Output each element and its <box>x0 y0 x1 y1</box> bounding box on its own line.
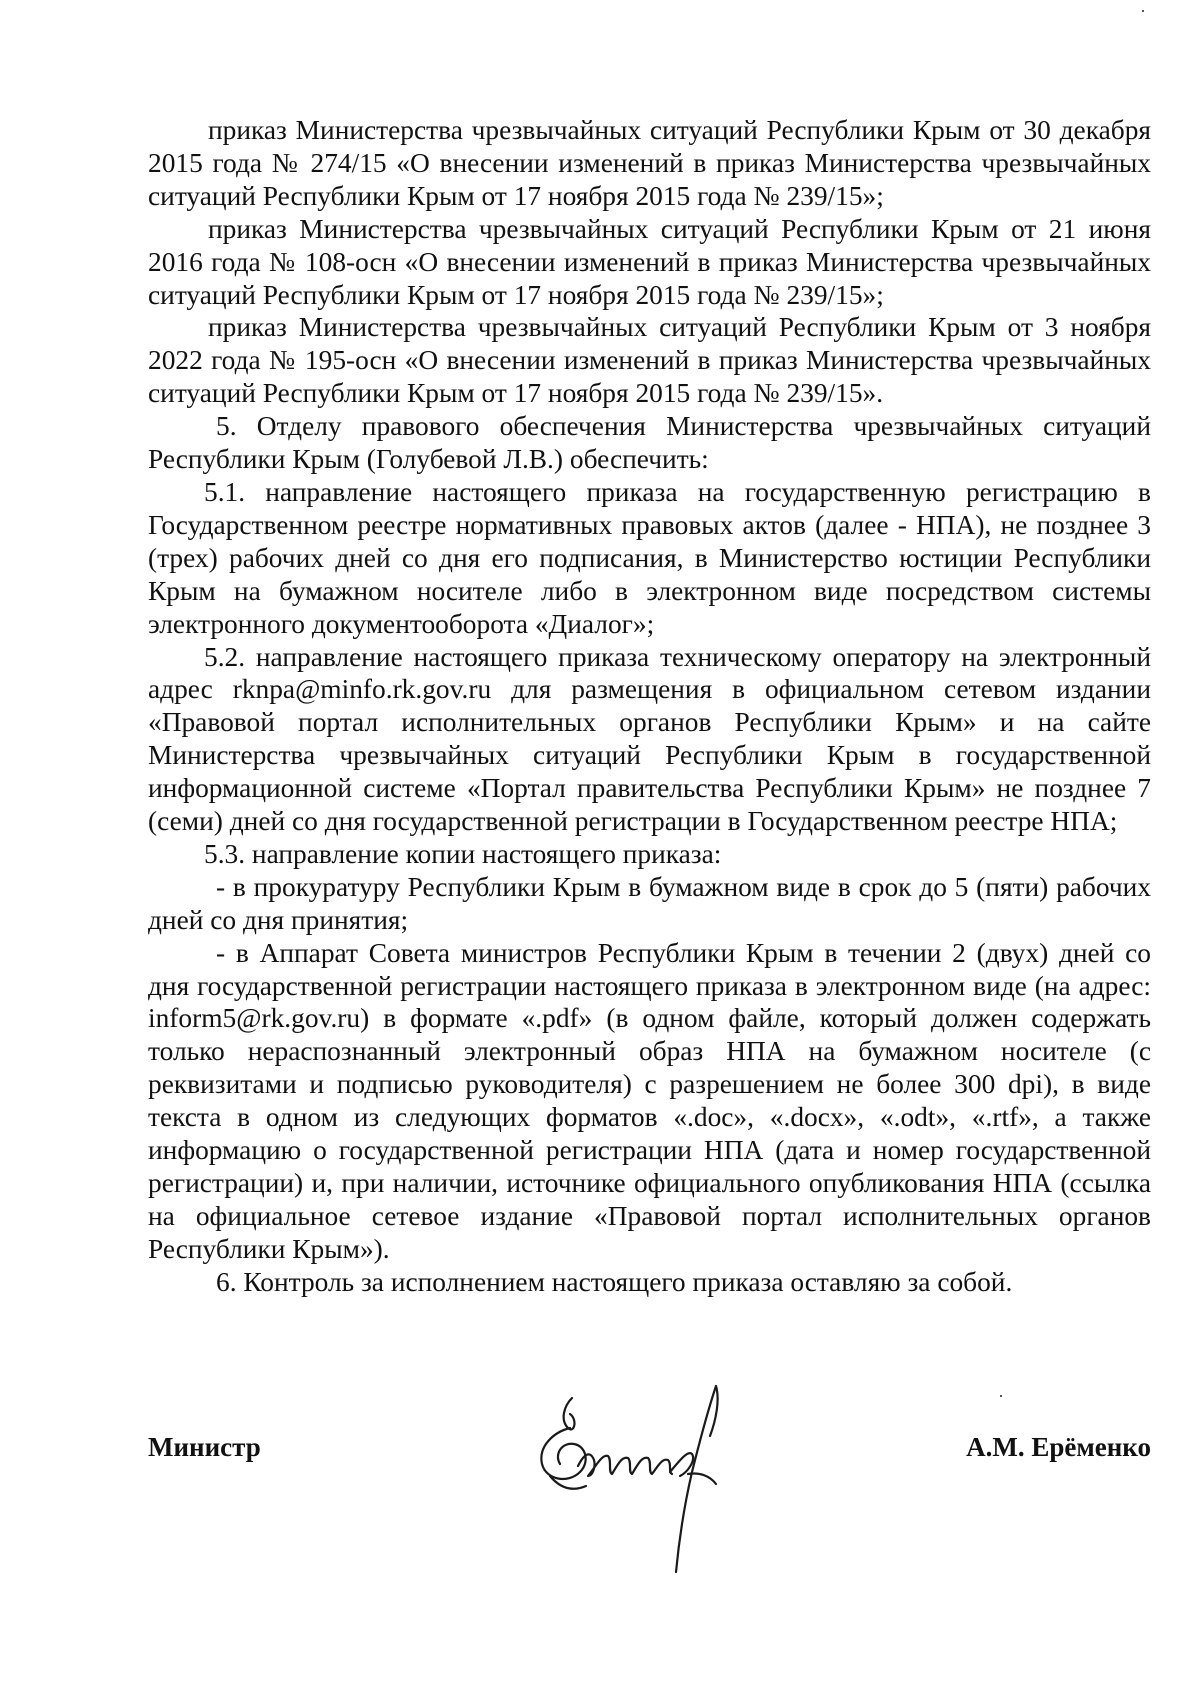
paragraph-item-5-2: 5.2. направление настоящего приказа техническому оператору на электронный адрес rknpa@minfo.rk.gov.ru для размещения в официальном сетевом издании «Правовой портал исполнительных органов Республики Крым» и на сайте Министерства чрезвычайных ситуаций Республики Крым в государственной информационной системе «Портал правительства Республики Крым» не позднее 7 (семи) дней со дня государственной регистрации в Государственном реестре НПА; <box>148 641 1151 837</box>
paragraph-item-5-1: 5.1. направление настоящего приказа на государственную регистрацию в Государственном реестре нормативных правовых актов (далее - НПА), не позднее 3 (трех) рабочих дней со дня его подписания, в Министерство юстиции Республики Крым на бумажном носителе либо в электронном виде посредством системы электронного документооборота «Диалог»; <box>148 476 1151 639</box>
paragraph-item-6: 6. Контроль за исполнением настоящего приказа оставляю за собой. <box>216 1266 1013 1297</box>
scan-speck <box>1142 10 1144 12</box>
paragraph-item-5-3: 5.3. направление копии настоящего приказа: <box>204 838 722 869</box>
paragraph-order-2022-195: приказ Министерства чрезвычайных ситуаций Республики Крым от 3 ноября 2022 года № 195-осн «О внесении изменений в приказ Министерства чрезвычайных ситуаций Республики Крым от 17 ноября 2015 года № 239/15». <box>148 312 1151 409</box>
signatory-name: А.М. Ерёменко <box>966 1432 1151 1462</box>
scan-speck <box>1000 1395 1002 1397</box>
paragraph-item-5-3-council: - в Аппарат Совета министров Республики Крым в течении 2 (двух) дней со дня государственной регистрации настоящего приказа в электронном виде (на адрес: inform5@rk.gov.ru) в формате «.pdf» (в одном файле, который должен содержать только нераспознанный электронный образ НПА на бумажном носителе (с реквизитами и подписью руководителя) с разрешением не более 300 dpi), в виде текста в одном из следующих форматов «.doc», «.docx», «.odt», «.rtf», а также информацию о государственной регистрации НПА (дата и номер государственной регистрации) и, при наличии, источнике официального опубликования НПА (ссылка на официальное сетевое издание «Правовой портал исполнительных органов Республики Крым»). <box>148 937 1151 1264</box>
document-body <box>148 114 1151 1299</box>
paragraph-order-2016-108: приказ Министерства чрезвычайных ситуаций Республики Крым от 21 июня 2016 года № 108-осн «О внесении изменений в приказ Министерства чрезвычайных ситуаций Республики Крым от 17 ноября 2015 года № 239/15»; <box>148 213 1151 310</box>
handwritten-signature <box>520 1380 750 1590</box>
paragraph-order-2015-274: приказ Министерства чрезвычайных ситуаций Республики Крым от 30 декабря 2015 года № 274/15 «О внесении изменений в приказ Министерства чрезвычайных ситуаций Республики Крым от 17 ноября 2015 года № 239/15»; <box>148 115 1151 211</box>
paragraph-item-5-3-prosecutor: - в прокуратуру Республики Крым в бумажном виде в срок до 5 (пяти) рабочих дней со дня принятия; <box>148 871 1151 935</box>
signatory-title: Министр <box>148 1432 261 1462</box>
paragraph-item-5: 5. Отделу правового обеспечения Министерства чрезвычайных ситуаций Республики Крым (Голубевой Л.В.) обеспечить: <box>148 411 1151 475</box>
